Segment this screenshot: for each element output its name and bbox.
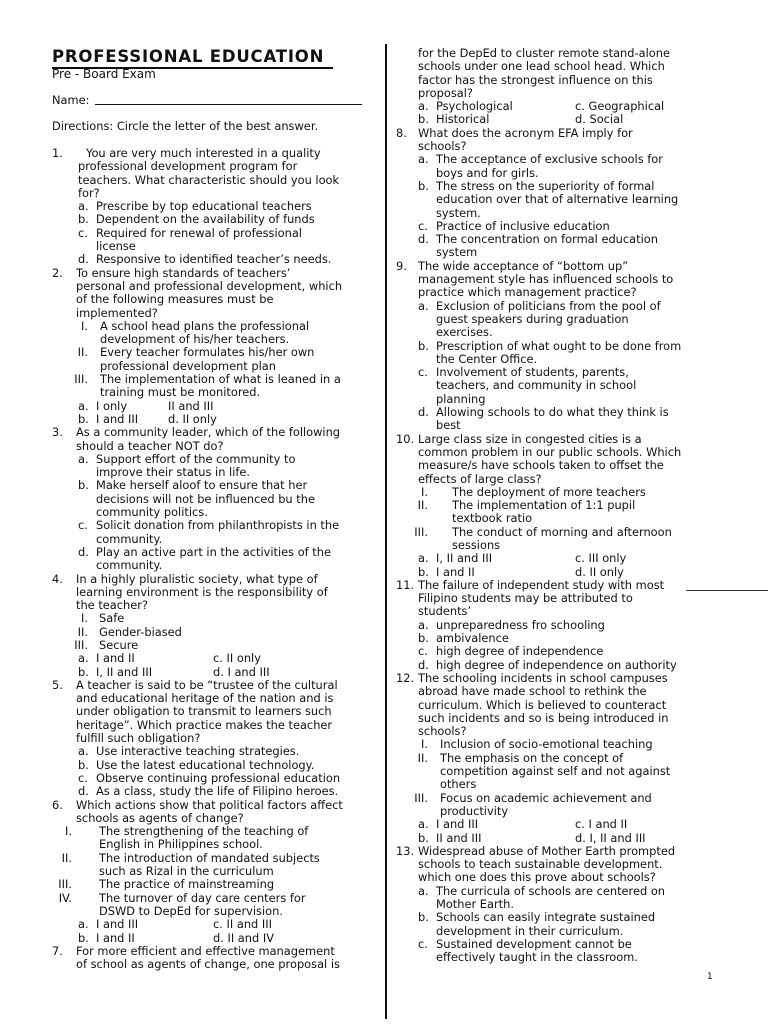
question-line: schools? [418,724,467,739]
question-line: teachers. What characteristic should you look [78,172,340,187]
question-line: schools under one lead school head. Which [418,59,665,74]
question-text [76,679,374,745]
page-number: 1 [707,972,713,982]
option-a[interactable]: a. Prescribe by top educational teachers [78,200,374,213]
option-text: I and II [96,930,135,945]
roman-i: I. Inclusion of socio-emotional teaching [396,738,714,751]
question-line: As a community leader, which of the following [76,425,341,440]
roman-iii: III. The implementation of what is leaned in a training must be monitored. [52,373,374,400]
question-text [418,260,714,300]
option-d[interactable]: d. Play an active part in the activities of the community. [78,546,374,573]
roman-text: Every teacher formulates his/her own [100,345,315,360]
option-text: license [96,239,136,254]
question-line: for? [78,185,100,200]
question-number: 12. [396,670,415,685]
option-text: I and III [436,817,479,832]
name-field[interactable] [95,93,362,105]
roman-text: English in Philippines school. [99,837,263,852]
option-text: II and III [436,830,482,845]
option-text: community. [96,531,163,546]
left-questions [52,147,374,971]
option-a[interactable]: a. Support effort of the community to improve their status in life. [78,453,374,480]
question-line: of school as agents of change, one proposal is [76,957,340,972]
question-number: 8. [396,125,407,140]
option-c[interactable]: c. II only [213,651,261,666]
option-text: system [436,245,478,260]
option-text: Exclusion of politicians from the pool of [436,298,661,313]
option-a[interactable]: a. unpreparedness fro schooling [418,619,714,632]
roman-text: training must be monitored. [100,385,261,400]
option-text: Historical [436,112,490,127]
option-d[interactable]: d. II and IV [213,930,275,945]
option-text: community. [96,558,163,573]
page-subtitle: Pre - Board Exam [52,67,156,81]
option-d[interactable]: d. I, II and III [575,830,646,845]
option-a[interactable]: a. I and III [78,917,139,932]
page-title: PROFESSIONAL EDUCATION [52,47,325,66]
question-line: schools to teach sustainable development. [418,857,663,872]
question-line: management style has influenced schools to [418,272,674,287]
roman-text: competition against self and not against [440,764,671,779]
option-text: Psychological [436,99,513,114]
option-text: system. [436,205,481,220]
question-text [418,579,714,619]
question-text [76,573,374,613]
roman-text: Gender-biased [99,624,182,639]
question-5 [52,679,374,799]
option-text: Solicit donation from philanthropists in the [96,518,340,533]
option-d[interactable]: d. Allowing schools to do what they think is best [418,406,714,433]
option-c[interactable]: c. Observe continuing professional education [78,772,374,785]
question-line: Widespread abuse of Mother Earth prompted [418,843,676,858]
question-line: practice which management practice? [418,285,637,300]
option-text: Practice of inclusive education [436,218,610,233]
roman-text: sessions [452,537,501,552]
option-text: I and II [96,651,135,666]
question-line: You are very much interested in a quality [86,146,321,160]
option-text: planning [436,391,486,406]
question-line: students’ [418,604,472,619]
question-number: 10. [396,431,415,446]
question-line: measure/s have schools taken to offset the [418,458,664,473]
question-text [78,147,374,200]
option-text: boys and for girls. [436,165,539,180]
question-line: which one does this prove about schools? [418,870,656,885]
option-c[interactable]: c. Sustained development cannot be effectively taught in the classroom. [418,938,714,965]
option-a[interactable]: a. Use interactive teaching strategies. [78,745,374,758]
option-b[interactable]: b. I and III [78,411,139,426]
option-text: ambivalence [436,631,509,646]
option-a[interactable]: a. The curricula of schools are centered on Mother Earth. [418,885,714,912]
roman-ii: II. The implementation of 1:1 pupil textbook ratio [396,499,714,526]
option-c[interactable]: c. high degree of independence [418,645,714,658]
question-text [418,433,714,486]
option-text: I and III [96,917,139,932]
option-text: Schools can easily integrate sustained [436,910,656,925]
question-number: 9. [396,258,407,273]
option-d[interactable]: d. high degree of independence on authority [418,659,714,672]
option-text: Responsive to identified teacher’s needs. [96,252,332,267]
option-c[interactable]: c. Required for renewal of professional license [78,227,374,254]
option-c[interactable]: c. II and III [213,917,272,932]
option-text: I, II and III [436,551,493,566]
roman-text: The implementation of 1:1 pupil [452,498,636,513]
roman-text: The turnover of day care centers for [99,890,306,905]
question-number: 7. [52,943,63,958]
option-text: best [436,418,461,433]
option-d[interactable]: d. As a class, study the life of Filipino heroes. [78,785,374,798]
question-line: factor has the strongest influence on this [418,72,653,87]
option-b[interactable]: b. ambivalence [418,632,714,645]
roman-iii: III. Focus on academic achievement and productivity [396,792,714,819]
question-13 [396,845,714,965]
option-b[interactable]: b. Schools can easily integrate sustained development in their curriculum. [418,911,714,938]
roman-iii: III. The practice of mainstreaming [52,878,374,891]
option-a[interactable]: a. I, II and III [418,551,493,566]
option-text: I and III [96,411,139,426]
question-line: abroad have made school to rethink the [418,684,647,699]
question-line: What does the acronym EFA imply for [418,125,633,140]
option-b[interactable]: b. I, II and III [78,664,153,679]
question-line: professional development program for [78,159,298,174]
question-3 [52,426,374,572]
option-text: Involvement of students, parents, [436,365,629,380]
question-number: 2. [52,265,63,280]
question-text [418,127,714,154]
question-4 [52,573,374,679]
question-line: common problem in our public schools. Which [418,444,682,459]
question-line: To ensure high standards of teachers’ [76,265,291,280]
roman-text: professional development plan [100,358,276,373]
question-line: proposal? [418,85,473,100]
question-line: implemented? [76,305,158,320]
question-9 [396,260,714,433]
option-text: teachers, and community in school [436,378,637,393]
question-line: personal and professional development, which [76,278,343,293]
roman-text: The practice of mainstreaming [99,877,275,892]
question-6 [52,799,374,945]
question-text [76,799,374,826]
option-text: high degree of independence [436,644,604,659]
option-b[interactable]: b. Dependent on the availability of funds [78,213,374,226]
roman-text: productivity [440,803,509,818]
question-line: schools? [418,139,467,154]
option-c[interactable]: II and III [168,398,214,413]
question-7-continued [396,47,714,127]
option-text: Make herself aloof to ensure that her [96,478,308,493]
option-d[interactable]: d. Social [575,112,624,127]
option-text: I only [96,398,128,413]
question-line: The failure of independent study with most [418,577,665,592]
option-text: the Center Office. [436,351,538,366]
roman-i: I. A school head plans the professional development of his/her teachers. [52,320,374,347]
roman-text: The implementation of what is leaned in a [100,372,341,387]
question-line: curriculum. Which is believed to counteract [418,697,667,712]
option-a[interactable]: a. The acceptance of exclusive schools for boys and for girls. [418,153,714,180]
option-text: guest speakers during graduation [436,311,629,326]
roman-ii: II. The introduction of mandated subjects such as Rizal in the curriculum [52,852,374,879]
option-text: exercises. [436,325,493,340]
question-line: effects of large class? [418,471,542,486]
option-text: The curricula of schools are centered on [436,883,666,898]
option-text: The concentration on formal education [436,232,658,247]
question-number: 3. [52,425,63,440]
question-line: and educational heritage of the nation and is [76,691,334,706]
roman-iii: III. The conduct of morning and afternoon sessions [396,526,714,553]
question-11 [396,579,714,672]
option-text: unpreparedness fro schooling [436,617,605,632]
option-b[interactable]: b. Make herself aloof to ensure that her decisions will not be influenced bu the community politics. [78,479,374,519]
question-line: learning environment is the responsibility of [76,584,328,599]
option-a[interactable]: a. I and II [78,651,135,666]
name-row [52,93,372,107]
column-divider [385,44,387,1019]
option-a[interactable]: a. Psychological [418,99,513,114]
option-c[interactable]: c. Practice of inclusive education [418,220,714,233]
roman-text: such as Rizal in the curriculum [99,864,274,879]
question-text [76,945,374,972]
roman-text: A school head plans the professional [100,318,310,333]
roman-text: Secure [99,637,139,652]
option-d[interactable]: d. The concentration on formal education system [418,233,714,260]
option-text: I, II and III [96,664,153,679]
option-text: Prescription of what ought to be done from [436,338,682,353]
question-number: 5. [52,677,63,692]
question-text [418,672,714,738]
option-a[interactable]: a. I and III [418,817,479,832]
question-text [418,47,714,100]
option-text: development in their curriculum. [436,923,624,938]
roman-text: Inclusion of socio-emotional teaching [440,737,653,752]
question-10 [396,433,714,579]
roman-i: I. The deployment of more teachers [396,486,714,499]
option-b[interactable]: b. I and II [418,564,475,579]
option-text: education over that of alternative learning [436,192,679,207]
option-b[interactable]: b. Historical [418,112,490,127]
right-questions [396,47,714,964]
option-text: The stress on the superiority of formal [436,178,655,193]
question-8 [396,127,714,260]
question-line: of the following measures must be [76,292,274,307]
option-text: improve their status in life. [96,465,251,480]
option-text: Allowing schools to do what they think is [436,405,669,420]
option-text: I and II [436,564,475,579]
option-text: Use the latest educational technology. [96,757,315,772]
option-b[interactable]: b. Prescription of what ought to be done from the Center Office. [418,340,714,367]
name-label: Name: [52,92,90,107]
option-text: effectively taught in the classroom. [436,950,638,965]
option-b[interactable]: b. The stress on the superiority of formal education over that of alternative learning system. [418,180,714,220]
option-text: As a class, study the life of Filipino heroes. [96,784,339,799]
question-text [76,267,374,320]
option-c[interactable]: c. Solicit donation from philanthropists in the community. [78,519,374,546]
roman-text: Focus on academic achievement and [440,790,652,805]
option-d[interactable]: d. II only [575,564,624,579]
question-line: such incidents and so is being introduced in [418,710,669,725]
option-d[interactable]: d. I and III [213,664,270,679]
question-number: 1. [52,146,63,160]
roman-text: others [440,777,477,792]
question-12 [396,672,714,845]
roman-text: The emphasis on the concept of [440,750,624,765]
question-line: Which actions show that political factors affect [76,797,343,812]
roman-text: textbook ratio [452,511,533,526]
option-c[interactable]: c. Involvement of students, parents, teachers, and community in school planning [418,366,714,406]
option-d[interactable]: d. II only [168,411,217,426]
question-1 [52,147,374,267]
question-line: The schooling incidents in school campuses [418,670,668,685]
option-text: Required for renewal of professional [96,225,302,240]
roman-ii: II. Every teacher formulates his/her own professional development plan [52,346,374,373]
roman-text: The deployment of more teachers [452,484,646,499]
directions: Directions: Circle the letter of the best answer. [52,119,319,133]
option-text: Prescribe by top educational teachers [96,199,312,214]
option-text: high degree of independence on authority [436,657,677,672]
option-text: decisions will not be influenced bu the [96,491,315,506]
roman-text: development of his/her teachers. [100,332,290,347]
option-a[interactable]: a. Exclusion of politicians from the pool of guest speakers during graduation exercises. [418,300,714,340]
option-text: Play an active part in the activities of the [96,544,332,559]
option-text: Use interactive teaching strategies. [96,744,300,759]
roman-i: I. Safe [52,612,374,625]
question-line: heritage”. Which practice makes the teacher [76,717,333,732]
option-text: Dependent on the availability of funds [96,212,315,227]
question-line: the teacher? [76,598,148,613]
roman-ii: II. The emphasis on the concept of competition against self and not against others [396,752,714,792]
option-c[interactable]: c. III only [575,551,627,566]
option-a[interactable]: a. I only [78,398,128,413]
roman-i: I. The strengthening of the teaching of English in Philippines school. [52,825,374,852]
option-text: Observe continuing professional education [96,770,341,785]
question-text [418,845,714,885]
question-line: The wide acceptance of “bottom up” [418,258,629,273]
option-text: The acceptance of exclusive schools for [436,152,663,167]
question-line: schools as agents of change? [76,810,244,825]
roman-text: DSWD to DepEd for supervision. [99,903,283,918]
question-line: for the DepEd to cluster remote stand-alone [418,46,670,60]
roman-ii: II. Gender-biased [52,626,374,639]
question-number: 6. [52,797,63,812]
question-line: In a highly pluralistic society, what type of [76,571,318,586]
question-number: 4. [52,571,63,586]
roman-iv: IV. The turnover of day care centers for DSWD to DepEd for supervision. [52,892,374,919]
roman-text: Safe [99,611,125,626]
option-text: Support effort of the community to [96,451,296,466]
question-number: 13. [396,843,415,858]
roman-text: The introduction of mandated subjects [99,850,320,865]
roman-iii: III. Secure [52,639,374,652]
option-b[interactable]: b. II and III [418,830,482,845]
option-text: Mother Earth. [436,897,514,911]
option-b[interactable]: b. Use the latest educational technology. [78,759,374,772]
option-b[interactable]: b. I and II [78,930,135,945]
question-line: A teacher is said to be “trustee of the cultural [76,677,338,692]
question-2 [52,267,374,427]
question-line: Filipino students may be attributed to [418,591,633,606]
option-d[interactable]: d. Responsive to identified teacher’s needs. [78,253,374,266]
question-line: under obligation to transmit to learners such [76,704,332,719]
question-line: Large class size in congested cities is a [418,431,642,446]
question-line: fulfill such obligation? [76,731,201,746]
roman-text: The strengthening of the teaching of [99,824,309,839]
option-c[interactable]: c. I and II [575,817,628,832]
question-7 [52,945,374,972]
option-c[interactable]: c. Geographical [575,99,665,114]
question-number: 11. [396,577,415,592]
question-line: should a teacher NOT do? [76,438,224,453]
option-text: community politics. [96,505,208,520]
option-text: Sustained development cannot be [436,936,632,951]
question-text [76,426,374,453]
question-line: For more efficient and effective management [76,943,335,958]
roman-text: The conduct of morning and afternoon [452,524,672,539]
